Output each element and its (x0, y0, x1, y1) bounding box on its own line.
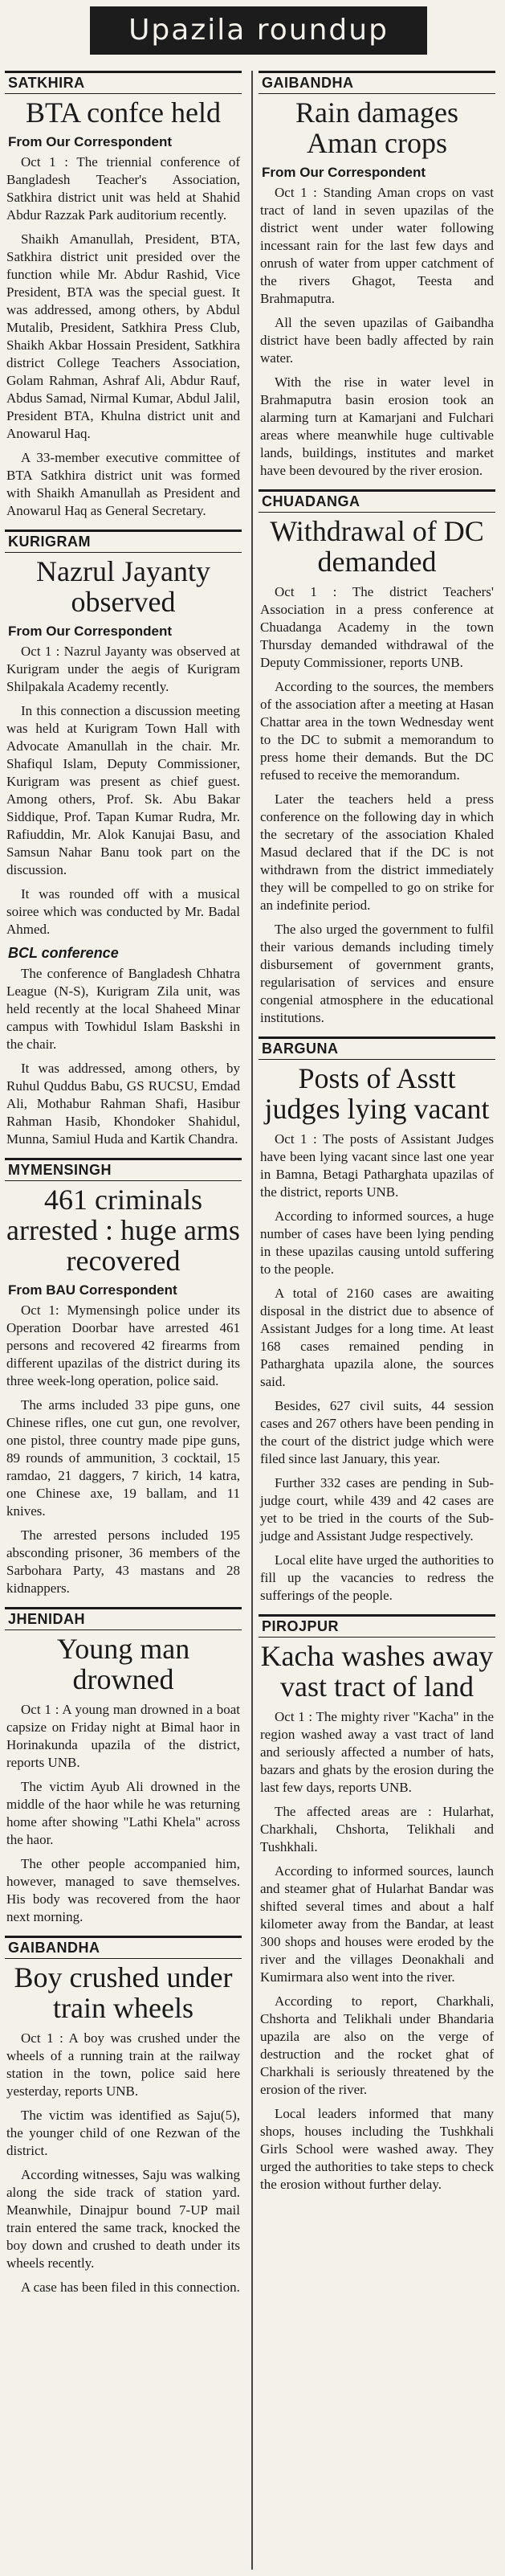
paragraph: The victim was identified as Saju(5), the younger child of one Rezwan of the district. (6, 2108, 240, 2158)
column-divider (251, 71, 253, 2570)
dateline: CHUADANGA (259, 489, 495, 513)
story-jhenidah (5, 1607, 242, 1926)
headline: Kacha washes away vast tract of land (260, 1640, 494, 1703)
subhead: BCL conference (8, 945, 119, 961)
paragraph: A case has been filed in this connection. (21, 2280, 240, 2295)
paragraph: The arms included 33 pipe guns, one Chinese rifles, one cut gun, one revolver, one pistol, three country made pipe guns, 89 rounds of ammunition, 3 cocktail, 15 ramdao, 21 daggers, 7 kirich, 14 katra, one Chinese axe, 19 ballam, and 11 knives. (6, 1397, 240, 1519)
paragraph: According to informed sources, launch and steamer ghat of Hularhat Bandar was shifted several times and about a half kilometer away from the Bandar, at least 300 shops and houses were eroded by the river and the villages Deonakhali and Kumirmara also went into the river. (260, 1863, 494, 1985)
paragraph: Later the teachers held a press conference on the following day in which the secretary of the association Khaled Masud declared that if the DC is not withdrawn from the district immediately they will be compelled to go on strike for an indefinite period. (260, 791, 494, 913)
paragraph: Oct 1 : Nazrul Jayanty was observed at Kurigram under the aegis of Kurigram Shilpakala Academy recently. (6, 644, 240, 694)
story-satkhira (5, 71, 242, 520)
paragraph: Oct 1 : The mighty river "Kacha" in the region washed away a vast tract of land and seriously affected a number of hats, bazars and ghats by the erosion during the last few days, reports UNB. (260, 1709, 494, 1795)
dateline: SATKHIRA (5, 71, 242, 94)
story-kurigram (5, 530, 242, 1148)
paragraph: The other people accompanied him, however, managed to save themselves. His body was recovered from the haor next morning. (6, 1856, 240, 1924)
paragraph: According to the sources, the members of the association after a meeting at Hasan Chattar area in the town Wednesday went to the DC to submit a memorandum to press home their demands. But the DC refused to receive the memorandum. (260, 679, 494, 783)
right-column (259, 71, 495, 2570)
section-banner: Upazila roundup (90, 6, 427, 55)
paragraph: It was addressed, among others, by Ruhul Quddus Babu, GS RUCSU, Emdad Ali, Mothabur Rahman Shafi, Hasibur Rahman Hasib, Khondoker Shahidul, Munna, Samiul Huda and Kartik Chandra. (6, 1061, 240, 1147)
paragraph: The victim Ayub Ali drowned in the middle of the haor while he was returning home after showing "Lathi Khela" across the haor. (6, 1779, 240, 1847)
dateline: KURIGRAM (5, 530, 242, 553)
story-chuadanga (259, 489, 495, 1027)
byline: From Our Correspondent (262, 165, 426, 180)
paragraph: Oct 1 : A young man drowned in a boat capsize on Friday night at Bimal haor in Horinakunda upazila of the district, reports UNB. (6, 1702, 240, 1770)
paragraph: The conference of Bangladesh Chhatra League (N-S), Kurigram Zila unit, was held recently at the local Shaheed Minar campus with Towhidul Islam Baskshi in the chair. (6, 966, 240, 1052)
paragraph: Oct 1: Mymensingh police under its Operation Doorbar have arrested 461 persons and recovered 42 firearms from different upazilas of the district during its three week-long operation, police said. (6, 1302, 240, 1388)
paragraph: It was rounded off with a musical soiree which was conducted by Mr. Badal Ahmed. (6, 886, 240, 937)
paragraph: Oct 1 : The district Teachers' Association in a press conference at Chuadanga Academy in the town Thursday demanded withdrawal of the Deputy Commissioner, reports UNB. (260, 584, 494, 670)
dateline: MYMENSINGH (5, 1158, 242, 1181)
story-barguna (259, 1037, 495, 1605)
byline: From Our Correspondent (8, 624, 173, 639)
paragraph: According witnesses, Saju was walking along the side track of station yard. Meanwhile, Dinajpur bound 7-UP mail train entered the same track, knocked the boy down and crushed to death under its wheels recently. (6, 2167, 240, 2271)
headline: Posts of Asstt judges lying vacant (264, 1062, 490, 1125)
headline: Nazrul Jayanty observed (36, 555, 210, 618)
paragraph: Oct 1 : The posts of Assistant Judges have been lying vacant since last one year in Bamna, Betagi Patharghata upazilas of the district, reports UNB. (260, 1131, 494, 1200)
headline: Boy crushed under train wheels (14, 1961, 233, 2024)
byline: From Our Correspondent (8, 134, 173, 149)
headline: Young man drowned (56, 1633, 190, 1695)
paragraph: The affected areas are : Hularhat, Charkhali, Chshorta, Telikhali and Tushkhali. (260, 1804, 494, 1854)
dateline: BARGUNA (259, 1037, 495, 1060)
paragraph: All the seven upazilas of Gaibandha district have been badly affected by rain water. (260, 315, 494, 366)
dateline: PIROJPUR (259, 1614, 495, 1638)
paragraph: According to informed sources, a huge number of cases have been lying pending in these upazilas causing untold suffering to the people. (260, 1208, 494, 1277)
paragraph: Local leaders informed that many shops, houses including the Tushkhali Girls School were washed away. They urged the authorities to take steps to check the erosion without further delay. (260, 2106, 494, 2192)
story-mymensingh (5, 1158, 242, 1597)
headline: Rain damages Aman crops (295, 96, 458, 159)
story-pirojpur (259, 1614, 495, 2194)
dateline: GAIBANDHA (259, 71, 495, 94)
paragraph: According to report, Charkhali, Chshorta and Telikhali under Bhandaria upazila are also on the verge of destruction and the rocket ghat of Charkhali is seriously threatened by the erosion of the river. (260, 1993, 494, 2097)
paragraph: Besides, 627 civil suits, 44 session cases and 267 others have been pending in the court of the district judge which were filed since last January, this year. (260, 1398, 494, 1466)
story-gaibandha-rain (259, 71, 495, 480)
paragraph: A 33-member executive committee of BTA Satkhira district unit was formed with Shaikh Amanullah as President and Anowarul Haq as General Secretary. (6, 450, 240, 518)
paragraph: Oct 1 : Standing Aman crops on vast tract of land in seven upazilas of the district went under water following incessant rain for the last few days and onrush of water from upper catchment of the rivers Ghagot, Teesta and Brahmaputra. (260, 185, 494, 306)
left-column (5, 71, 242, 2570)
story-gaibandha-boy (5, 1936, 242, 2296)
dateline: JHENIDAH (5, 1607, 242, 1630)
paragraph: The arrested persons included 195 absconding prisoner, 36 members of the Sarbohara Party, 43 mastans and 28 kidnappers. (6, 1527, 240, 1596)
paragraph: Oct 1 : The triennial conference of Bangladesh Teacher's Association, Satkhira district unit was held at Shahid Abdur Razzak Park auditorium recently. (6, 154, 240, 223)
paragraph: The also urged the government to fulfil their various demands including timely disbursement of government grants, regularisation of services and ensure congenial atmosphere in the educational institutions. (260, 922, 494, 1025)
headline: 461 criminals arrested : huge arms recovered (6, 1184, 240, 1277)
paragraph: A total of 2160 cases are awaiting disposal in the district due to absence of Assistant Judges for a long time. At least 168 cases remained pending in Patharghata upazila alone, the sources said. (260, 1286, 494, 1389)
paragraph: Further 332 cases are pending in Sub-judge court, while 439 and 42 cases are yet to be tried in the courts of the Sub-judge and Assistant Judge respectively. (260, 1475, 494, 1544)
paragraph: Oct 1 : A boy was crushed under the wheels of a running train at the railway station in the town, police said here yesterday, reports UNB. (6, 2030, 240, 2099)
paragraph: With the rise in water level in Brahmaputra basin erosion took an alarming turn at Kamarjani and Fulchari areas where meanwhile huge cultivable lands, buildings, institutes and market have been devoured by the river erosion. (260, 374, 494, 478)
headline: Withdrawal of DC demanded (270, 515, 484, 578)
paragraph: Shaikh Amanullah, President, BTA, Satkhira district unit presided over the function while Mr. Abdur Rashid, Vice President, BTA was the special guest. It was addressed, among others, by Abdul Mutalib, President, Satkhira Press Club, Shaikh Akbar Hossain President, Satkhira district College Teachers Association, Golam Rahman, Ashraf Ali, Abdur Rauf, Abdus Samad, Nirmal Kumar, Abdul Jalil, President BTA, Khulna district unit and Anowarul Haq. (6, 231, 240, 441)
byline: From BAU Correspondent (8, 1282, 177, 1298)
dateline: GAIBANDHA (5, 1936, 242, 1959)
paragraph: In this connection a discussion meeting was held at Kurigram Town Hall with Advocate Amanullah in the chair. Mr. Shafiqul Islam, Deputy Commissioner, Kurigram was present as chief guest. Among others, Prof. Sk. Abu Bakar Siddique, Prof. Tapan Kumar Rudra, Mr. Rafiuddin, Mr. Alok Kanujai Basu, and Samsun Nahar Banu took part on the discussion. (6, 703, 240, 877)
paragraph: Local elite have urged the authorities to fill up the vacancies to redress the sufferings of the people. (260, 1552, 494, 1603)
headline: BTA confce held (25, 96, 222, 129)
